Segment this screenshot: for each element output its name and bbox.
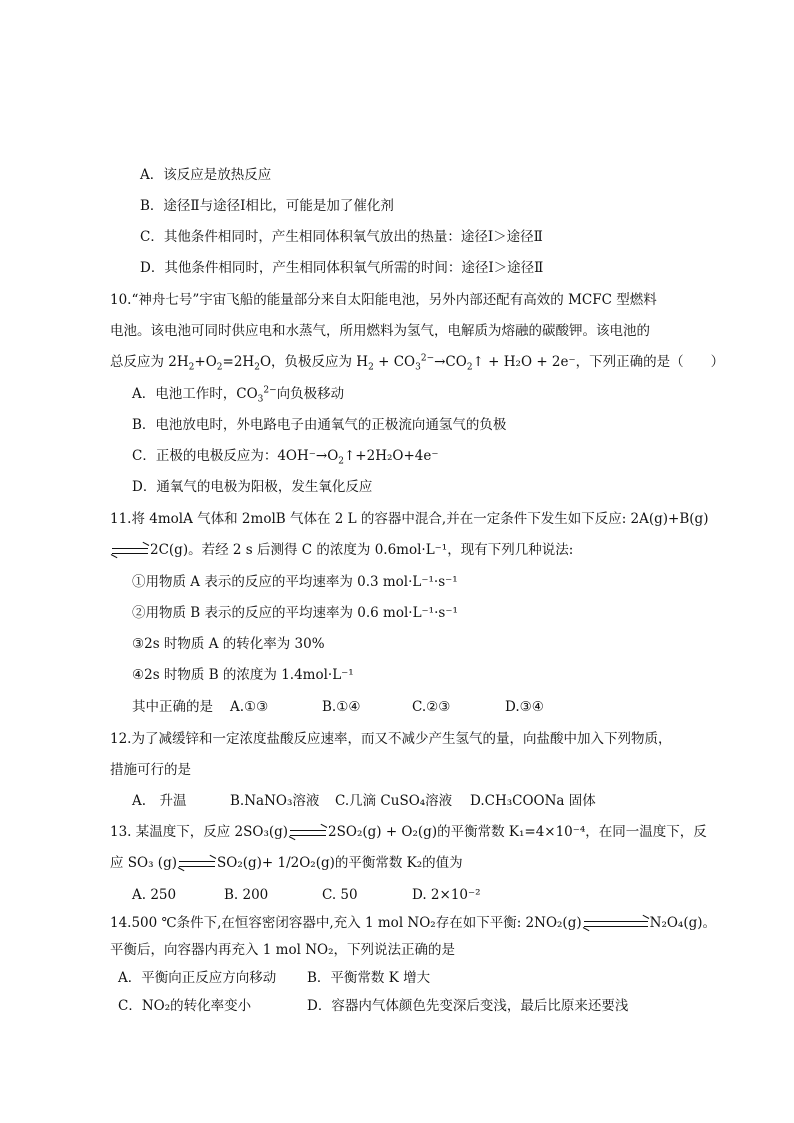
q13-option-c: C. 50 — [322, 887, 358, 903]
q12-option-b: B.NaNO₃溶液 — [230, 793, 320, 809]
q9-option-c: C．其他条件相同时，产生相同体积氧气放出的热量：途径Ⅰ＞途径Ⅱ — [140, 229, 543, 245]
q14-option-b: B．平衡常数 K 增大 — [307, 970, 431, 986]
q14-option-a: A．平衡向正反应方向移动 — [118, 970, 277, 986]
q14-stem-line2: 平衡后，向容器内再充入 1 mol NO₂，下列说法正确的是 — [110, 942, 456, 958]
q11-option-c: C.②③ — [412, 699, 451, 715]
q13-stem-line1: 13. 某温度下，反应 2SO₃(g) 2SO₂(g) + O₂(g)的平衡常数 K₁=4×10⁻⁴，在同一温度下，反 — [110, 824, 707, 840]
q11-option-d: D.③④ — [505, 699, 544, 715]
q9-option-b: B．途径Ⅱ与途径Ⅰ相比，可能是加了催化剂 — [140, 198, 394, 214]
q11-answer-lead: 其中正确的是 — [132, 699, 213, 715]
q12-option-a: A. 升温 — [132, 793, 187, 809]
q11-option-b: B.①④ — [322, 699, 361, 715]
q10-option-d: D．通氧气的电极为阳极，发生氧化反应 — [132, 479, 373, 495]
q9-option-d: D．其他条件相同时，产生相同体积氧气所需的时间：途径Ⅰ＞途径Ⅱ — [140, 260, 544, 276]
q11-statement-4: ④2s 时物质 B 的浓度为 1.4mol·L⁻¹ — [132, 667, 354, 683]
q11-option-a: A.①③ — [230, 699, 269, 715]
q11-statement-2: ②用物质 B 表示的反应的平均速率为 0.6 mol·L⁻¹·s⁻¹ — [132, 605, 458, 621]
q10-stem-line1: 10.“神舟七号”宇宙飞船的能量部分来自太阳能电池，另外内部还配有高效的 MCFC 型燃料 — [110, 292, 657, 308]
q11-stem-line1: 11.将 4molA 气体和 2molB 气体在 2 L 的容器中混合,并在一定条件下发生如下反应: 2A(g)+B(g) — [110, 511, 709, 527]
q9-option-a: A．该反应是放热反应 — [140, 167, 272, 183]
q14-option-c: C．NO₂的转化率变小 — [118, 998, 252, 1014]
q13-option-d: D. 2×10⁻² — [412, 887, 481, 903]
q10-option-c: C．正极的电极反应为：$4OH^-\to O_2↑+2H_2O+4e^-$ — [132, 448, 439, 467]
q12-option-d: D.CH₃COONa 固体 — [470, 793, 596, 809]
q10-stem-line2: 电池。该电池可同时供应电和水蒸气，所用燃料为氢气，电解质为熔融的碳酸钾。该电池的 — [110, 323, 650, 339]
q12-stem-line2: 措施可行的是 — [110, 762, 191, 778]
equilibrium-arrow-icon — [179, 859, 215, 869]
q13-option-b: B. 200 — [224, 887, 269, 903]
equilibrium-arrow-icon — [112, 546, 148, 556]
q11-statement-3: ③2s 时物质 A 的转化率为 30% — [132, 636, 325, 652]
q10-stem-line3: 总反应为 $2H_2+O_2=2H_2O$，负极反应为 $H_2$ + $CO_3^{2-}\to CO_2↑ + H_2O + 2e^-$，下列正确的是（ ） — [110, 353, 725, 373]
q12-option-c: C.几滴 CuSO₄溶液 — [335, 793, 453, 809]
q10-option-b: B．电池放电时，外电路电子由通氧气的正极流向通氢气的负极 — [132, 417, 507, 433]
q14-stem-line1: 14.500 ℃条件下,在恒容密闭容器中,充入 1 mol NO₂存在如下平衡: 2NO₂(g) N₂O₄(g)。 — [110, 915, 717, 931]
q12-stem-line1: 12.为了减缓锌和一定浓度盐酸反应速率，而又不减少产生氢气的量，向盐酸中加入下列物质， — [110, 731, 672, 747]
equilibrium-arrow-icon — [290, 828, 326, 838]
q14-option-d: D．容器内气体颜色先变深后变浅，最后比原来还要浅 — [307, 998, 629, 1014]
equilibrium-arrow-icon — [584, 919, 648, 929]
q11-statement-1: ①用物质 A 表示的反应的平均速率为 0.3 mol·L⁻¹·s⁻¹ — [132, 574, 458, 590]
q13-option-a: A. 250 — [132, 887, 177, 903]
q10-option-a: A．电池工作时，$CO_3^{2-}$向负极移动 — [132, 385, 345, 405]
q13-stem-line2: 应 SO₃ (g) SO₂(g)+ 1/2O₂(g)的平衡常数 K₂的值为 — [110, 855, 463, 871]
q11-stem-line2: 2C(g)。若经 2 s 后测得 C 的浓度为 0.6mol·L⁻¹，现有下列几种说法: — [110, 540, 573, 560]
